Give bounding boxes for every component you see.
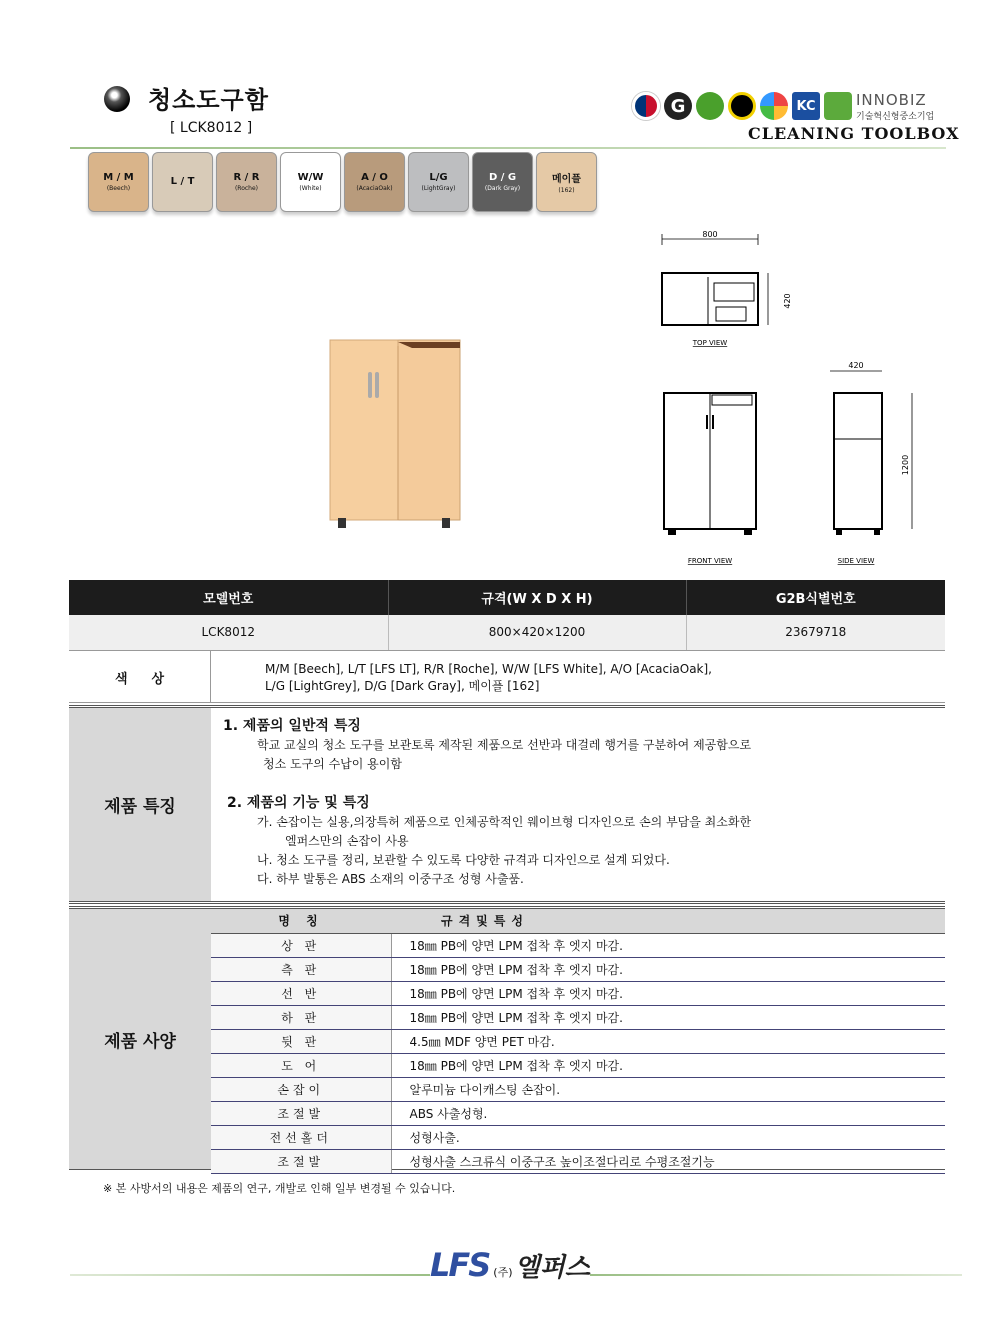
part-spec: 성형사출 스크류식 이중구조 높이조절다리로 수평조절기능 [391,1149,945,1173]
color-swatch [152,152,213,212]
color-line-2: L/G [LightGrey], D/G [Dark Gray], 메이플 [162] [265,679,540,693]
color-swatch [536,152,597,212]
swatch-code: M / M [103,172,134,183]
part-spec: 18㎜ PB에 양면 LPM 접착 후 엣지 마감. [391,981,945,1005]
swatch-code: D / G [488,172,517,183]
swatch-code: L / T [170,175,195,187]
color-list [265,661,712,695]
table-row [211,1005,945,1029]
table-row [211,1101,945,1125]
part-spec: 4.5㎜ MDF 양면 PET 마감. [391,1029,945,1053]
features-section [69,705,945,904]
innobiz-sub-label: 기술혁신형중소기업 [856,112,935,122]
side-view-label: SIDE VIEW [837,557,875,565]
swatch-sub: (Beech) [106,185,131,192]
col-name-header: 명 칭 [211,909,391,933]
footer-divider-right [590,1274,962,1276]
feature-heading-2: 2. 제품의 기능 및 특징 [227,795,370,811]
swatch-sub: (White) [299,185,322,192]
side-depth-dim: 420 [848,361,864,370]
color-swatches [88,152,597,212]
page-title: 청소도구함 [148,86,269,114]
lfs-logo-text: LFS [430,1246,490,1284]
feature-text-1a: 학교 교실의 청소 도구를 보관토록 제작된 제품으로 선반과 대걸레 행거를 구분하여 제공함으로 [257,738,752,752]
part-spec: ABS 사출성형. [391,1101,945,1125]
part-name: 측 판 [211,957,391,981]
table-row [211,933,945,957]
swatch-code: A / O [361,172,388,183]
part-name: 조절발 [211,1101,391,1125]
part-spec: 18㎜ PB에 양면 LPM 접착 후 엣지 마감. [391,1005,945,1029]
top-view-label: TOP VIEW [692,339,728,347]
table-row [211,981,945,1005]
feature-text-2b: 엘퍼스만의 손잡이 사용 [285,834,409,848]
swatch-sub: (162) [558,187,575,194]
part-name: 전선홀더 [211,1125,391,1149]
g2b-id-value: 23679718 [686,615,945,650]
side-height-dim: 1200 [901,454,910,476]
model-number-value: LCK8012 [69,615,388,650]
features-label: 제품 특징 [69,708,211,901]
part-name: 뒷 판 [211,1029,391,1053]
swatch-sub: (AcaciaOak) [356,185,393,192]
swatch-sub: (Roche) [234,185,259,192]
table-row [211,1125,945,1149]
part-name: 선 반 [211,981,391,1005]
technical-drawings [650,225,930,575]
korea-flag-icon [632,92,660,120]
disclaimer-note: ※ 본 사방서의 내용은 제품의 연구, 개발로 인해 일부 변경될 수 있습니다. [103,1182,456,1195]
table-row [211,1053,945,1077]
part-spec: 18㎜ PB에 양면 LPM 접착 후 엣지 마감. [391,1053,945,1077]
part-name: 조절발 [211,1149,391,1173]
feature-heading-1: 1. 제품의 일반적 특징 [223,718,361,734]
swatch-code: W/W [297,172,324,183]
eco-label-icon [696,92,724,120]
color-swatch [472,152,533,212]
swatch-code: R / R [233,172,260,183]
color-line-1: M/M [Beech], L/T [LFS LT], R/R [Roche], W/W [LFS White], A/O [AcaciaOak], [265,662,712,676]
table-row [211,1077,945,1101]
specs-label: 제품 사양 [69,909,211,1169]
innobiz-icon [824,92,852,120]
top-depth-dim: 420 [783,293,792,309]
color-swatch [408,152,469,212]
company-name: 엘퍼스 [514,1253,590,1283]
footer-divider-left [70,1274,430,1276]
corp-mark: (주) [493,1266,513,1279]
specs-table [211,909,945,1174]
g-mark-icon: G [664,92,692,120]
color-row [69,651,945,703]
part-name: 도 어 [211,1053,391,1077]
part-spec: 알루미늄 다이캐스팅 손잡이. [391,1077,945,1101]
certification-logos [632,90,934,122]
part-name: 손잡이 [211,1077,391,1101]
disabled-company-icon [760,92,788,120]
product-image [320,330,470,545]
color-swatch [344,152,405,212]
features-body [223,717,751,889]
table-row [211,957,945,981]
quality-mark-icon [728,92,756,120]
company-logo [430,1246,590,1284]
dimensions-value: 800×420×1200 [388,615,686,650]
part-spec: 성형사출. [391,1125,945,1149]
color-swatch [216,152,277,212]
innobiz-label: INNOBIZ [856,91,927,109]
top-width-dim: 800 [702,230,718,239]
feature-text-2a: 가. 손잡이는 실용,의장특허 제품으로 인체공학적인 웨이브형 디자인으로 손의 부담을 최소화한 [257,815,752,829]
header-g2b-id: G2B식별번호 [686,580,945,615]
feature-text-2d: 다. 하부 발통은 ABS 소재의 이중구조 성형 사출품. [257,872,524,886]
color-swatch [280,152,341,212]
header-model-number: 모델번호 [69,580,388,615]
swatch-sub: (LightGray) [421,185,456,192]
part-name: 상 판 [211,933,391,957]
swatch-code: 메이플 [552,174,581,185]
specs-section [69,906,945,1170]
feature-text-1b: 청소 도구의 수납이 용이함 [263,757,402,771]
color-label: 색상 [69,651,211,703]
front-view-label: FRONT VIEW [687,557,733,565]
table-row [211,1149,945,1173]
kc-mark-icon: KC [792,92,820,120]
col-spec-header: 규격및특성 [391,909,945,933]
brand-title: CLEANING TOOLBOX [748,124,960,143]
innobiz-text [856,90,934,122]
swatch-code: L/G [429,172,448,183]
model-subtitle: [ LCK8012 ] [170,120,253,136]
part-spec: 18㎜ PB에 양면 LPM 접착 후 엣지 마감. [391,957,945,981]
feature-text-2c: 나. 청소 도구를 정리, 보관할 수 있도록 다양한 규격과 디자인으로 설계 되었다. [257,853,670,867]
color-swatch [88,152,149,212]
swatch-sub: (Dark Gray) [484,185,521,192]
part-name: 하 판 [211,1005,391,1029]
model-spec-table [69,580,945,651]
header-dimensions: 규격(W X D X H) [388,580,686,615]
table-row [211,1029,945,1053]
header-divider [70,147,946,149]
title-bullet-icon [104,86,130,112]
part-spec: 18㎜ PB에 양면 LPM 접착 후 엣지 마감. [391,933,945,957]
